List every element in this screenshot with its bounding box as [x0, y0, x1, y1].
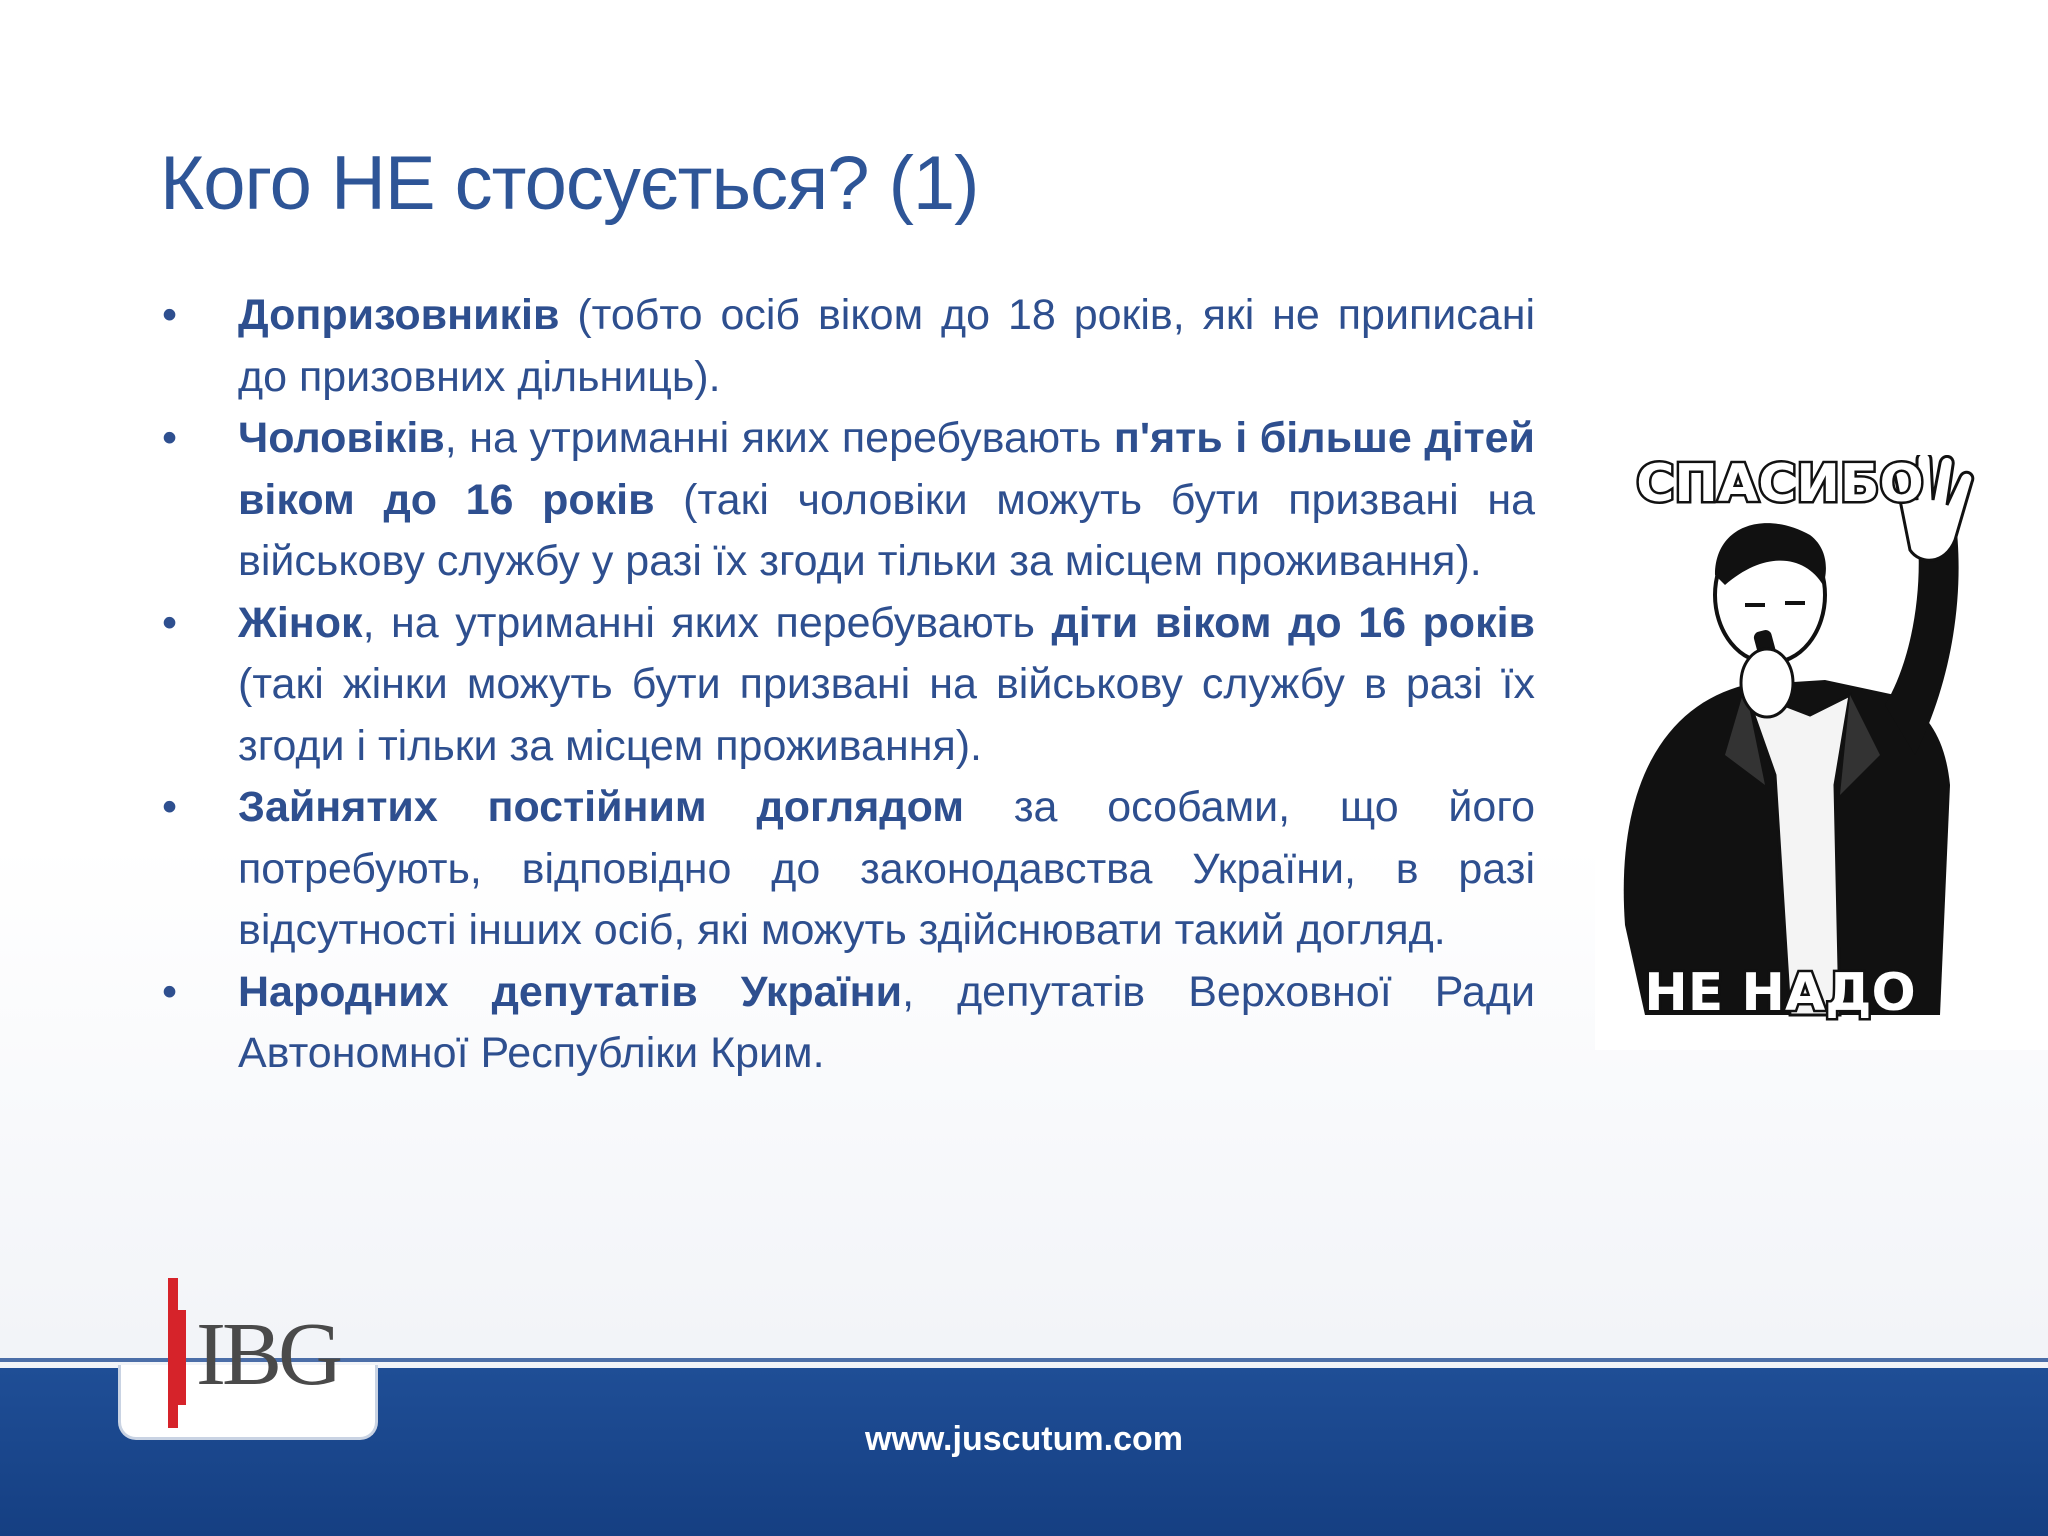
- bullet-item: [160, 593, 1535, 778]
- bullet-list: [160, 285, 1535, 1085]
- footer-url[interactable]: www.juscutum.com: [864, 1420, 1183, 1458]
- bullet-bold-text: Народних депутатів України: [238, 967, 903, 1016]
- meme-bottom-caption: НЕ НАДО: [1644, 963, 1916, 1023]
- bullet-item: [160, 285, 1535, 408]
- bullet-item: [160, 962, 1535, 1085]
- bullet-text: (такі жінки можуть бути призвані на військову службу в разі їх згоди і тільки за місцем проживання).: [238, 660, 1535, 770]
- bullet-text: , на утриманні яких перебувають: [362, 598, 1052, 647]
- logo-red-bar-accent: [178, 1310, 186, 1405]
- company-logo: [118, 1270, 378, 1440]
- bullet-dot: •: [162, 291, 178, 339]
- bullet-item: [160, 777, 1535, 962]
- bullet-text: , на утриманні яких перебувають: [444, 414, 1114, 462]
- bullet-bold-text: Допризовників: [238, 291, 560, 339]
- logo-text: IBG: [196, 1305, 339, 1404]
- bullet-bold-text: п'ять і більше дітей віком до 16 років: [238, 414, 1535, 524]
- bullet-text: за особами, що його потребують, відповідно до законодавства України, в разі відсутності інших осіб, які можуть здійснювати такий догляд.: [238, 783, 1535, 954]
- slide-title: Кого НЕ стосується? (1): [160, 141, 979, 226]
- bullet-bold-text: Чоловіків: [238, 414, 445, 462]
- meme-top-caption: СПАСИБО: [1636, 455, 1924, 514]
- bullet-bold-text: Зайнятих постійним доглядом: [238, 783, 965, 831]
- bullet-dot: •: [162, 783, 178, 831]
- meme-image: [1595, 455, 2048, 1050]
- bullet-text: , депутатів Верховної Ради Автономної Республіки Крим.: [238, 967, 1535, 1077]
- bullet-bold-text: діти віком до 16 років: [1051, 598, 1535, 647]
- bullet-dot: •: [162, 414, 178, 462]
- bullet-text: (такі чоловіки можуть бути призвані на військову службу у разі їх згоди тільки за місцем проживання).: [238, 475, 1535, 585]
- bullet-dot: •: [162, 967, 178, 1016]
- bullet-item: [160, 408, 1535, 593]
- bullet-dot: •: [162, 598, 178, 647]
- bullet-text: (тобто осіб віком до 18 років, які не приписані до призовних дільниць).: [238, 291, 1535, 401]
- logo-red-bar: [168, 1278, 178, 1428]
- bullet-bold-text: Жінок: [238, 598, 363, 647]
